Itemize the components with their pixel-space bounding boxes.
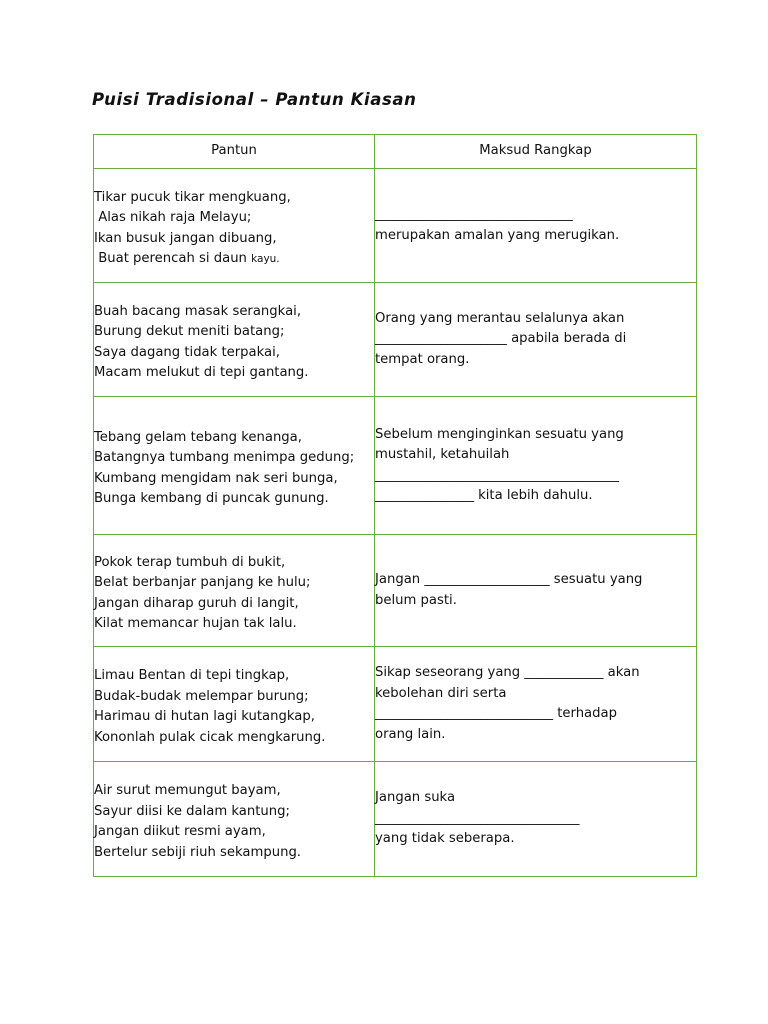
pantun-text: Limau Bentan di tepi tingkap, Budak-budak melempar burung; Harimau di hutan lagi kutangkap, Kononlah pulak cicak mengkarung.: [94, 668, 326, 745]
table-row: [94, 762, 697, 877]
pantun-cell: [94, 647, 375, 762]
maksud-text: Sebelum menginginkan sesuatu yang mustahil, ketahuilah _____________________________________ _______________ kita lebih dahulu.: [375, 426, 624, 503]
maksud-text: Sikap seseorang yang ____________ akan kebolehan diri serta ___________________________ terhadap orang lain.: [375, 665, 640, 742]
pantun-text: Tikar pucuk tikar mengkuang, Alas nikah raja Melayu; Ikan busuk jangan dibuang, Buat perencah si daun: [94, 189, 291, 266]
pantun-cell: [94, 762, 375, 877]
pantun-text: Buah bacang masak serangkai, Burung dekut meniti batang; Saya dagang tidak terpakai, Macam melukut di tepi gantang.: [94, 303, 309, 380]
page-title: Puisi Tradisional – Pantun Kiasan: [92, 90, 417, 109]
maksud-cell: [375, 762, 697, 877]
maksud-text: Orang yang merantau selalunya akan ____________________ apabila berada di tempat orang.: [375, 310, 627, 367]
pantun-cell: [94, 397, 375, 535]
pantun-table: [93, 134, 697, 877]
maksud-cell: [375, 397, 697, 535]
maksud-text: Jangan suka _______________________________ yang tidak seberapa.: [375, 790, 580, 847]
maksud-cell: [375, 647, 697, 762]
header-pantun: Pantun: [94, 135, 375, 169]
table-row: [94, 169, 697, 283]
maksud-text: Jangan ___________________ sesuatu yang belum pasti.: [375, 572, 643, 608]
table-row: [94, 647, 697, 762]
maksud-cell: [375, 283, 697, 397]
pantun-cell: [94, 283, 375, 397]
pantun-text: Pokok terap tumbuh di bukit, Belat berbanjar panjang ke hulu; Jangan diharap guruh di langit, Kilat memancar hujan tak lalu.: [94, 554, 311, 631]
pantun-text: Tebang gelam tebang kenanga, Batangnya tumbang menimpa gedung; Kumbang mengidam nak seri bunga, Bunga kembang di puncak gunung.: [94, 429, 355, 506]
table-row: [94, 535, 697, 647]
maksud-cell: [375, 169, 697, 283]
pantun-cell: [94, 535, 375, 647]
maksud-text: ______________________________ merupakan amalan yang merugikan.: [375, 207, 620, 243]
maksud-cell: [375, 535, 697, 647]
table-row: [94, 283, 697, 397]
pantun-text-small: kayu.: [251, 253, 280, 265]
header-maksud: Maksud Rangkap: [375, 135, 697, 169]
table-row: [94, 397, 697, 535]
pantun-cell: [94, 169, 375, 283]
pantun-text: Air surut memungut bayam, Sayur diisi ke dalam kantung; Jangan diikut resmi ayam, Bertelur sebiji riuh sekampung.: [94, 783, 302, 860]
table-header-row: [94, 135, 697, 169]
